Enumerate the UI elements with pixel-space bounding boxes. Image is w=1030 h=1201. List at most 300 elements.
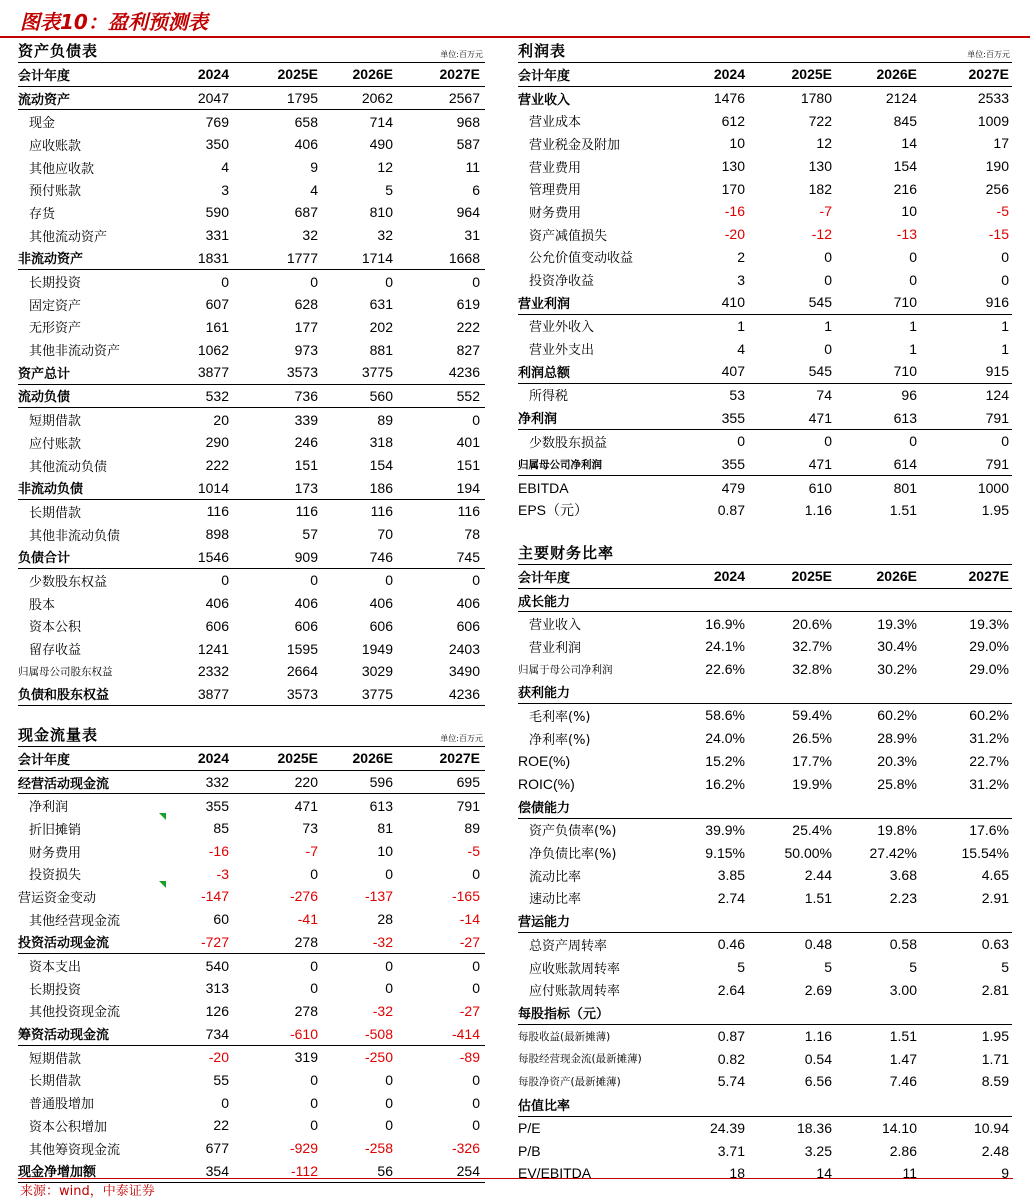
cell-2024: 16.2% xyxy=(705,775,745,792)
row-label: 资产总计 xyxy=(18,366,71,382)
column-header-2027E: 2027E xyxy=(439,66,480,83)
cell-2026E: 11 xyxy=(902,1165,917,1182)
table-row xyxy=(518,658,1012,681)
cell-2026E: -258 xyxy=(364,1140,393,1157)
row-label: 净利率(%) xyxy=(529,732,591,748)
column-header-2026E: 2026E xyxy=(876,568,917,585)
table-row xyxy=(18,201,485,224)
cell-2027E: 1 xyxy=(1001,317,1009,334)
cell-2026E: 5 xyxy=(385,181,393,198)
row-label: 投资损失 xyxy=(29,868,82,884)
cell-2027E: 124 xyxy=(985,386,1009,403)
cell-2024: 290 xyxy=(205,434,229,451)
cell-2024: 3.71 xyxy=(717,1142,745,1159)
cell-2025E: 406 xyxy=(294,136,318,153)
table-row xyxy=(518,933,1012,956)
cell-2025E: 32.7% xyxy=(792,638,832,655)
cell-2026E: 1949 xyxy=(361,640,393,657)
cell-2025E: 0 xyxy=(824,271,832,288)
cell-2024: -727 xyxy=(200,933,229,950)
balance-sheet-title: 资产负债表 xyxy=(18,42,99,60)
row-label: 长期投资 xyxy=(29,276,82,292)
row-label: 资产负债率(%) xyxy=(529,824,617,840)
cell-2024: 15.2% xyxy=(705,752,745,769)
cell-2027E: -27 xyxy=(459,933,480,950)
cell-2026E: 318 xyxy=(369,434,393,451)
table-row xyxy=(518,406,1012,430)
cell-2025E: 0 xyxy=(310,1117,318,1134)
row-label: 应付账款周转率 xyxy=(529,984,621,1000)
table-row xyxy=(518,1047,1012,1070)
row-label: 成长能力 xyxy=(518,594,571,610)
cell-2026E: 19.3% xyxy=(877,615,917,632)
row-label: 偿债能力 xyxy=(518,800,571,816)
cell-2024: 58.6% xyxy=(705,707,745,724)
cell-2026E: 1 xyxy=(909,317,917,334)
table-row xyxy=(18,476,485,500)
cell-2027E: 19.3% xyxy=(969,615,1009,632)
row-label: 存货 xyxy=(29,206,56,222)
cell-2025E: 0 xyxy=(310,572,318,589)
row-label: 其他筹资现金流 xyxy=(29,1142,121,1158)
cell-2026E: 881 xyxy=(369,341,393,358)
cell-2025E: 59.4% xyxy=(792,707,832,724)
table-row xyxy=(18,523,485,546)
cell-2025E: 0 xyxy=(310,1071,318,1088)
cell-2024: 590 xyxy=(205,204,229,221)
cell-2026E: 3775 xyxy=(361,685,393,702)
cell-2025E: 74 xyxy=(816,386,832,403)
row-label: 其他流动负债 xyxy=(29,459,108,475)
cell-2025E: 628 xyxy=(294,296,318,313)
cell-2027E: -5 xyxy=(996,203,1009,220)
cell-2025E: 610 xyxy=(808,479,832,496)
cell-2026E: 116 xyxy=(370,503,393,520)
cell-2024: 2.74 xyxy=(717,889,745,906)
cell-2025E: 1795 xyxy=(286,90,318,107)
row-label: 营业利润 xyxy=(529,640,582,656)
cell-2025E: 1 xyxy=(824,317,832,334)
column-header-2025E: 2025E xyxy=(791,66,832,83)
cell-2026E: 27.42% xyxy=(869,844,917,861)
cell-2027E: 0 xyxy=(1001,433,1009,450)
row-label: 营业费用 xyxy=(529,160,582,176)
cell-2026E: 3.68 xyxy=(889,867,917,884)
cell-2024: 1 xyxy=(737,317,745,334)
cell-2025E: 3573 xyxy=(286,364,318,381)
cell-2027E: 406 xyxy=(456,595,480,612)
cell-2025E: 17.7% xyxy=(792,752,832,769)
row-label: 资本公积增加 xyxy=(29,1119,108,1135)
table-row xyxy=(18,87,485,111)
row-label: 流动比率 xyxy=(529,869,582,885)
row-label: 每股经营现金流(最新摊薄) xyxy=(518,1053,642,1066)
cell-2025E: 25.4% xyxy=(792,821,832,838)
cell-2024: 0 xyxy=(221,273,229,290)
cell-2024: 0 xyxy=(221,572,229,589)
table-row xyxy=(18,431,485,454)
table-row xyxy=(18,110,485,133)
row-label: 净利润 xyxy=(29,800,69,816)
cell-2026E: 560 xyxy=(369,387,393,404)
cell-2025E: 973 xyxy=(294,341,318,358)
row-label: 估值比率 xyxy=(518,1098,571,1114)
balance-sheet-unit: 单位:百万元 xyxy=(440,50,483,59)
row-label: 其他非流动资产 xyxy=(29,344,121,360)
cell-2026E: 1.47 xyxy=(889,1050,917,1067)
cell-2026E: 1.51 xyxy=(889,1028,917,1045)
cell-2027E: 31.2% xyxy=(969,775,1009,792)
table-row xyxy=(18,454,485,477)
table-row xyxy=(18,840,485,863)
table-row xyxy=(18,1091,485,1114)
row-label: 筹资活动现金流 xyxy=(18,1028,110,1044)
cell-2027E: 3490 xyxy=(448,663,480,680)
cell-2025E: -12 xyxy=(811,226,832,243)
cell-2024: 3877 xyxy=(197,685,229,702)
cell-2027E: 587 xyxy=(456,136,480,153)
cell-2026E: 0 xyxy=(385,1117,393,1134)
table-row xyxy=(18,931,485,955)
cell-2024: 355 xyxy=(205,797,229,814)
table-row xyxy=(518,360,1012,384)
cell-2026E: 613 xyxy=(369,797,393,814)
cell-2025E: -7 xyxy=(819,203,832,220)
comment-marker-icon xyxy=(159,881,166,888)
row-label: 折旧摊销 xyxy=(29,822,82,838)
row-label: 净负债比率(%) xyxy=(529,847,617,863)
cell-2025E: 50.00% xyxy=(784,844,832,861)
cell-2027E: 1009 xyxy=(977,112,1009,129)
table-row xyxy=(18,545,485,569)
cell-2024: 540 xyxy=(205,957,229,974)
row-label: 净利润 xyxy=(518,412,558,428)
cell-2027E: 116 xyxy=(457,503,480,520)
cell-2024: 332 xyxy=(205,774,229,791)
row-label: 少数股东损益 xyxy=(529,435,608,451)
cell-2027E: 22.7% xyxy=(969,752,1009,769)
table-group-row xyxy=(518,1093,1012,1117)
table-row xyxy=(18,224,485,247)
cell-2024: 1546 xyxy=(197,548,229,565)
table-row xyxy=(18,1114,485,1137)
table-row xyxy=(518,841,1012,864)
cell-2025E: -41 xyxy=(297,911,318,928)
cell-2027E: 89 xyxy=(464,820,480,837)
balance-sheet-section xyxy=(18,40,485,706)
cell-2027E: 0 xyxy=(472,1117,480,1134)
cell-2027E: 151 xyxy=(456,457,480,474)
cell-2025E: 177 xyxy=(294,318,318,335)
table-row xyxy=(518,223,1012,246)
cell-2024: 0 xyxy=(221,1094,229,1111)
table-row xyxy=(18,338,485,361)
row-label: 营业收入 xyxy=(518,92,571,108)
cell-2025E: 0 xyxy=(310,273,318,290)
table-row xyxy=(518,956,1012,979)
cell-2026E: 81 xyxy=(377,820,393,837)
figure-title: 图表10：盈利预测表 xyxy=(20,10,208,34)
cell-2024: 39.9% xyxy=(705,821,745,838)
cell-2025E: 658 xyxy=(294,113,318,130)
cell-2025E: 246 xyxy=(294,434,318,451)
cell-2025E: 0 xyxy=(310,957,318,974)
cell-2025E: 722 xyxy=(808,112,832,129)
cell-2026E: 613 xyxy=(893,409,917,426)
table-row xyxy=(518,819,1012,842)
cell-2024: 769 xyxy=(205,113,229,130)
row-label: 其他流动资产 xyxy=(29,229,108,245)
cell-2024: 2.64 xyxy=(717,981,745,998)
cell-2026E: 490 xyxy=(369,136,393,153)
cell-2024: 126 xyxy=(205,1002,229,1019)
cell-2026E: 710 xyxy=(893,363,917,380)
cell-2025E: 1.16 xyxy=(804,502,832,519)
row-label: 营业税金及附加 xyxy=(529,137,621,153)
cell-2026E: 0 xyxy=(385,273,393,290)
table-row xyxy=(518,1117,1012,1140)
cell-2025E: 12 xyxy=(816,135,832,152)
table-header-row xyxy=(18,747,485,771)
cell-2027E: 0 xyxy=(472,980,480,997)
row-label: 利润总额 xyxy=(518,365,571,381)
cell-2026E: 19.8% xyxy=(877,821,917,838)
cell-2024: 410 xyxy=(721,294,745,311)
cell-2025E: 18.36 xyxy=(796,1119,832,1136)
income-statement-section xyxy=(518,40,1012,522)
table-row xyxy=(518,315,1012,338)
row-label: ROE(%) xyxy=(518,752,571,769)
table-row xyxy=(18,637,485,660)
ratios-section xyxy=(518,542,1012,1185)
table-row xyxy=(518,727,1012,750)
cell-2026E: 32 xyxy=(377,227,393,244)
cell-2025E: 4 xyxy=(310,181,318,198)
cell-2027E: 552 xyxy=(456,387,480,404)
cell-2025E: 1780 xyxy=(800,90,832,107)
table-row xyxy=(518,337,1012,360)
cell-2024: -16 xyxy=(208,843,229,860)
table-row xyxy=(18,385,485,409)
cell-2026E: 12 xyxy=(377,159,393,176)
cell-2027E: 9 xyxy=(1001,1165,1009,1182)
cell-2024: 24.1% xyxy=(705,638,745,655)
cell-2027E: 78 xyxy=(464,526,480,543)
cell-2024: 406 xyxy=(205,595,229,612)
cell-2027E: -27 xyxy=(459,1002,480,1019)
table-row xyxy=(518,291,1012,315)
cell-2026E: -137 xyxy=(364,888,393,905)
cell-2024: 3.85 xyxy=(717,867,745,884)
cell-2025E: 32.8% xyxy=(792,661,832,678)
row-label: 现金 xyxy=(29,116,56,132)
ratios-header xyxy=(518,542,1012,565)
cell-2027E: 31.2% xyxy=(969,730,1009,747)
row-label: 获利能力 xyxy=(518,686,571,702)
cell-2027E: 0 xyxy=(1001,271,1009,288)
cell-2024: 24.0% xyxy=(705,730,745,747)
cell-2026E: 56 xyxy=(377,1162,393,1179)
cell-2024: 331 xyxy=(205,227,229,244)
row-label: 其他投资现金流 xyxy=(29,1005,121,1021)
cell-2025E: 1595 xyxy=(286,640,318,657)
table-row xyxy=(518,772,1012,795)
cell-2025E: 1777 xyxy=(286,249,318,266)
cell-2024: 532 xyxy=(205,387,229,404)
cell-2026E: 0 xyxy=(385,980,393,997)
row-label: 应收账款 xyxy=(29,138,82,154)
cell-2027E: 619 xyxy=(456,296,480,313)
cell-2024: 20 xyxy=(213,411,229,428)
cell-2025E: 0.54 xyxy=(804,1050,832,1067)
cell-2026E: 1 xyxy=(909,340,917,357)
table-row xyxy=(518,978,1012,1001)
cell-2025E: 14 xyxy=(816,1165,832,1182)
column-header-2027E: 2027E xyxy=(968,66,1009,83)
figure-title-bar xyxy=(0,0,1030,38)
table-group-row xyxy=(518,680,1012,704)
cell-2026E: 3775 xyxy=(361,364,393,381)
cell-2026E: 1.51 xyxy=(889,502,917,519)
cell-2024: 60 xyxy=(213,911,229,928)
cell-2024: -16 xyxy=(724,203,745,220)
bottom-rule xyxy=(18,1178,1013,1179)
cell-2025E: 0 xyxy=(824,340,832,357)
cell-2026E: -508 xyxy=(364,1025,393,1042)
table-row xyxy=(518,453,1012,477)
cell-2027E: 4.65 xyxy=(981,867,1009,884)
row-label: 每股指标（元） xyxy=(518,1006,610,1022)
cell-2027E: 745 xyxy=(456,548,480,565)
cell-2024: 350 xyxy=(205,136,229,153)
cell-2027E: 1.95 xyxy=(981,502,1009,519)
cell-2024: 607 xyxy=(205,296,229,313)
cell-2024: 1014 xyxy=(197,479,229,496)
row-label: 长期投资 xyxy=(29,982,82,998)
row-label: 每股收益(最新摊薄) xyxy=(518,1030,611,1043)
row-label: 其他非流动负债 xyxy=(29,528,121,544)
table-row xyxy=(518,864,1012,887)
cell-2026E: 154 xyxy=(893,158,917,175)
row-label: 无形资产 xyxy=(29,321,82,337)
row-label: 普通股增加 xyxy=(29,1097,95,1113)
cell-2027E: 0 xyxy=(472,411,480,428)
cell-2024: 1476 xyxy=(713,90,745,107)
cell-2027E: 968 xyxy=(456,113,480,130)
table-row xyxy=(18,977,485,1000)
cell-2027E: 254 xyxy=(456,1162,480,1179)
row-label: 非流动资产 xyxy=(18,252,84,268)
column-header-2026E: 2026E xyxy=(352,66,393,83)
cell-2027E: -15 xyxy=(988,226,1009,243)
row-label: 资本支出 xyxy=(29,960,82,976)
table-row xyxy=(518,246,1012,269)
row-label: 现金净增加额 xyxy=(18,1165,97,1181)
row-label: P/B xyxy=(518,1142,541,1159)
cell-2027E: -89 xyxy=(459,1049,480,1066)
cell-2026E: 186 xyxy=(369,479,393,496)
cash-flow-table xyxy=(18,747,485,1183)
table-row xyxy=(518,476,1012,499)
row-label: 营运资金变动 xyxy=(18,890,97,906)
row-label: 其他经营现金流 xyxy=(29,913,121,929)
cell-2024: 0 xyxy=(737,433,745,450)
cell-2024: 1831 xyxy=(197,249,229,266)
cell-2025E: 687 xyxy=(294,204,318,221)
table-header-row xyxy=(518,565,1012,589)
ratios-title: 主要财务比率 xyxy=(518,544,615,562)
cash-flow-title: 现金流量表 xyxy=(18,726,99,744)
cell-2025E: -610 xyxy=(289,1025,318,1042)
table-row xyxy=(18,316,485,339)
cell-2024: 898 xyxy=(205,526,229,543)
row-label: 归属母公司净利润 xyxy=(518,458,602,471)
column-header-2025E: 2025E xyxy=(277,750,318,767)
row-label: 每股净资产(最新摊薄) xyxy=(518,1075,621,1088)
table-row xyxy=(18,156,485,179)
column-header-2026E: 2026E xyxy=(876,66,917,83)
row-label: 应付账款 xyxy=(29,436,82,452)
cell-2026E: 202 xyxy=(369,318,393,335)
cell-2026E: 10 xyxy=(377,843,393,860)
cell-2024: 22.6% xyxy=(705,661,745,678)
cell-2025E: 0 xyxy=(824,433,832,450)
row-label: 预付账款 xyxy=(29,184,82,200)
cell-2026E: 810 xyxy=(369,204,393,221)
cell-2025E: -7 xyxy=(305,843,318,860)
table-row xyxy=(18,885,485,908)
column-header-year: 会计年度 xyxy=(518,68,571,84)
table-row xyxy=(18,1069,485,1092)
cell-2026E: 0.58 xyxy=(889,936,917,953)
row-label: 短期借款 xyxy=(29,1051,82,1067)
cell-2025E: 151 xyxy=(294,457,318,474)
cell-2026E: 1714 xyxy=(361,249,393,266)
cell-2027E: 2403 xyxy=(448,640,480,657)
cell-2027E: 401 xyxy=(456,434,480,451)
row-label: 资产减值损失 xyxy=(529,228,608,244)
column-header-year: 会计年度 xyxy=(18,752,71,768)
cell-2027E: 606 xyxy=(456,617,480,634)
row-label: 投资活动现金流 xyxy=(18,936,110,952)
income-statement-title: 利润表 xyxy=(518,42,567,60)
cell-2026E: 0 xyxy=(385,572,393,589)
cell-2027E: 4236 xyxy=(448,364,480,381)
cell-2027E: 194 xyxy=(456,479,480,496)
row-label: 短期借款 xyxy=(29,414,82,430)
cell-2024: 55 xyxy=(213,1071,229,1088)
row-label: 固定资产 xyxy=(29,298,82,314)
cell-2025E: 32 xyxy=(302,227,318,244)
column-header-2024: 2024 xyxy=(713,66,745,83)
cell-2024: 4 xyxy=(221,159,229,176)
cell-2027E: 915 xyxy=(985,363,1009,380)
row-label: 经营活动现金流 xyxy=(18,776,110,792)
cell-2025E: 2.69 xyxy=(804,981,832,998)
column-header-2025E: 2025E xyxy=(277,66,318,83)
cell-2027E: 4236 xyxy=(448,685,480,702)
source-note: 来源：wind，中泰证券 xyxy=(20,1184,155,1199)
cell-2024: 24.39 xyxy=(709,1119,745,1136)
cell-2027E: 0 xyxy=(472,273,480,290)
table-row xyxy=(518,87,1012,110)
cell-2024: -147 xyxy=(200,888,229,905)
cell-2026E: 3.00 xyxy=(889,981,917,998)
column-header-2026E: 2026E xyxy=(352,750,393,767)
cell-2026E: -32 xyxy=(372,933,393,950)
table-row xyxy=(18,293,485,316)
table-row xyxy=(18,1022,485,1046)
